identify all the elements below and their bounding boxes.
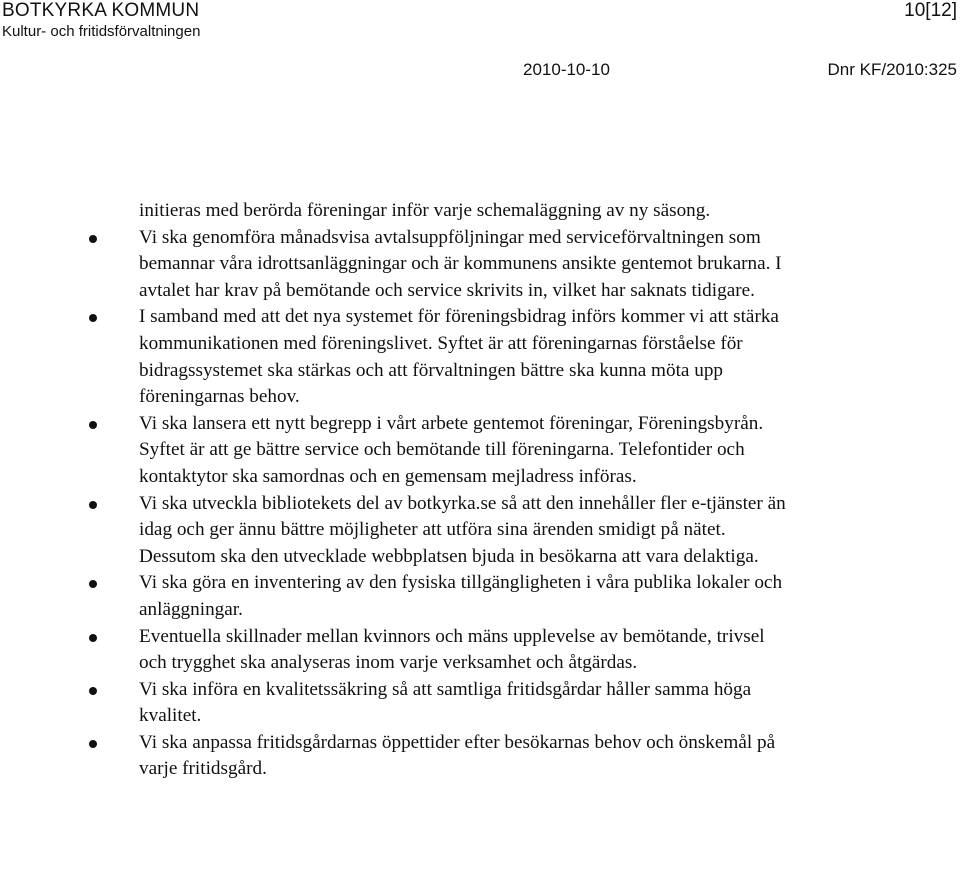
document-reference: Dnr KF/2010:325 xyxy=(827,60,957,79)
list-item-text: Vi ska lansera ett nytt begrepp i vårt arbete gentemot föreningar, Föreningsbyrån. Syftet är att ge bättre service och bemötande till föreningarna. Telefontider och kontaktytor ska samordnas och en gemensam mejladress införas. xyxy=(139,412,764,487)
list-item xyxy=(139,225,789,305)
list-item xyxy=(139,677,789,730)
page-number: 10[12] xyxy=(904,0,957,21)
list-item xyxy=(139,304,789,410)
intro-paragraph: initieras med berörda föreningar inför varje schemaläggning av ny säsong. xyxy=(139,200,711,221)
document-header xyxy=(0,0,960,90)
bullet-icon xyxy=(89,634,97,642)
bullet-icon xyxy=(89,421,97,429)
document-date: 2010-10-10 xyxy=(523,60,610,79)
list-item-text: Vi ska utveckla bibliotekets del av botkyrka.se så att den innehåller fler e-tjänster än idag och ger ännu bättre möjligheter att utföra sina ärenden smidigt på nätet. Dessutom ska den utvecklade webbplatsen bjuda in besökarna att vara delaktiga. xyxy=(139,492,786,567)
bullet-icon xyxy=(89,235,97,243)
list-item-text: Vi ska införa en kvalitetssäkring så att samtliga fritidsgårdar håller samma höga kvalitet. xyxy=(139,678,752,727)
list-item xyxy=(139,570,789,623)
bullet-list xyxy=(139,225,789,783)
list-item-text: Eventuella skillnader mellan kvinnors och mäns upplevelse av bemötande, trivsel och trygghet ska analyseras inom varje verksamhet och åtgärdas. xyxy=(139,625,765,674)
list-item xyxy=(139,411,789,491)
bullet-icon xyxy=(89,501,97,509)
organization-name: BOTKYRKA KOMMUN xyxy=(2,0,200,21)
bullet-icon xyxy=(89,740,97,748)
list-item xyxy=(139,491,789,571)
department-name: Kultur- och fritidsförvaltningen xyxy=(2,23,201,40)
document-body xyxy=(139,198,789,783)
list-item-text: Vi ska göra en inventering av den fysiska tillgängligheten i våra publika lokaler och anläggningar. xyxy=(139,572,783,620)
bullet-icon xyxy=(89,580,97,588)
list-item xyxy=(139,730,789,783)
bullet-icon xyxy=(89,687,97,695)
list-item-text: I samband med att det nya systemet för föreningsbidrag införs kommer vi att stärka kommunikationen med föreningslivet. Syftet är att föreningarnas förståelse för bidragssystemet ska stärkas och att förvaltningen bättre ska kunna möta upp föreningarnas behov. xyxy=(139,306,779,408)
list-item-text: Vi ska genomföra månadsvisa avtalsuppföljningar med serviceförvaltningen som bemannar våra idrottsanläggningar och är kommunens ansikte gentemot brukarna. I avtalet har krav på bemötande och service skrivits in, vilket har saknats tidigare. xyxy=(139,226,782,301)
bullet-icon xyxy=(89,314,97,322)
list-item-text: Vi ska anpassa fritidsgårdarnas öppettider efter besökarnas behov och önskemål på varje fritidsgård. xyxy=(139,731,776,780)
list-item xyxy=(139,624,789,677)
